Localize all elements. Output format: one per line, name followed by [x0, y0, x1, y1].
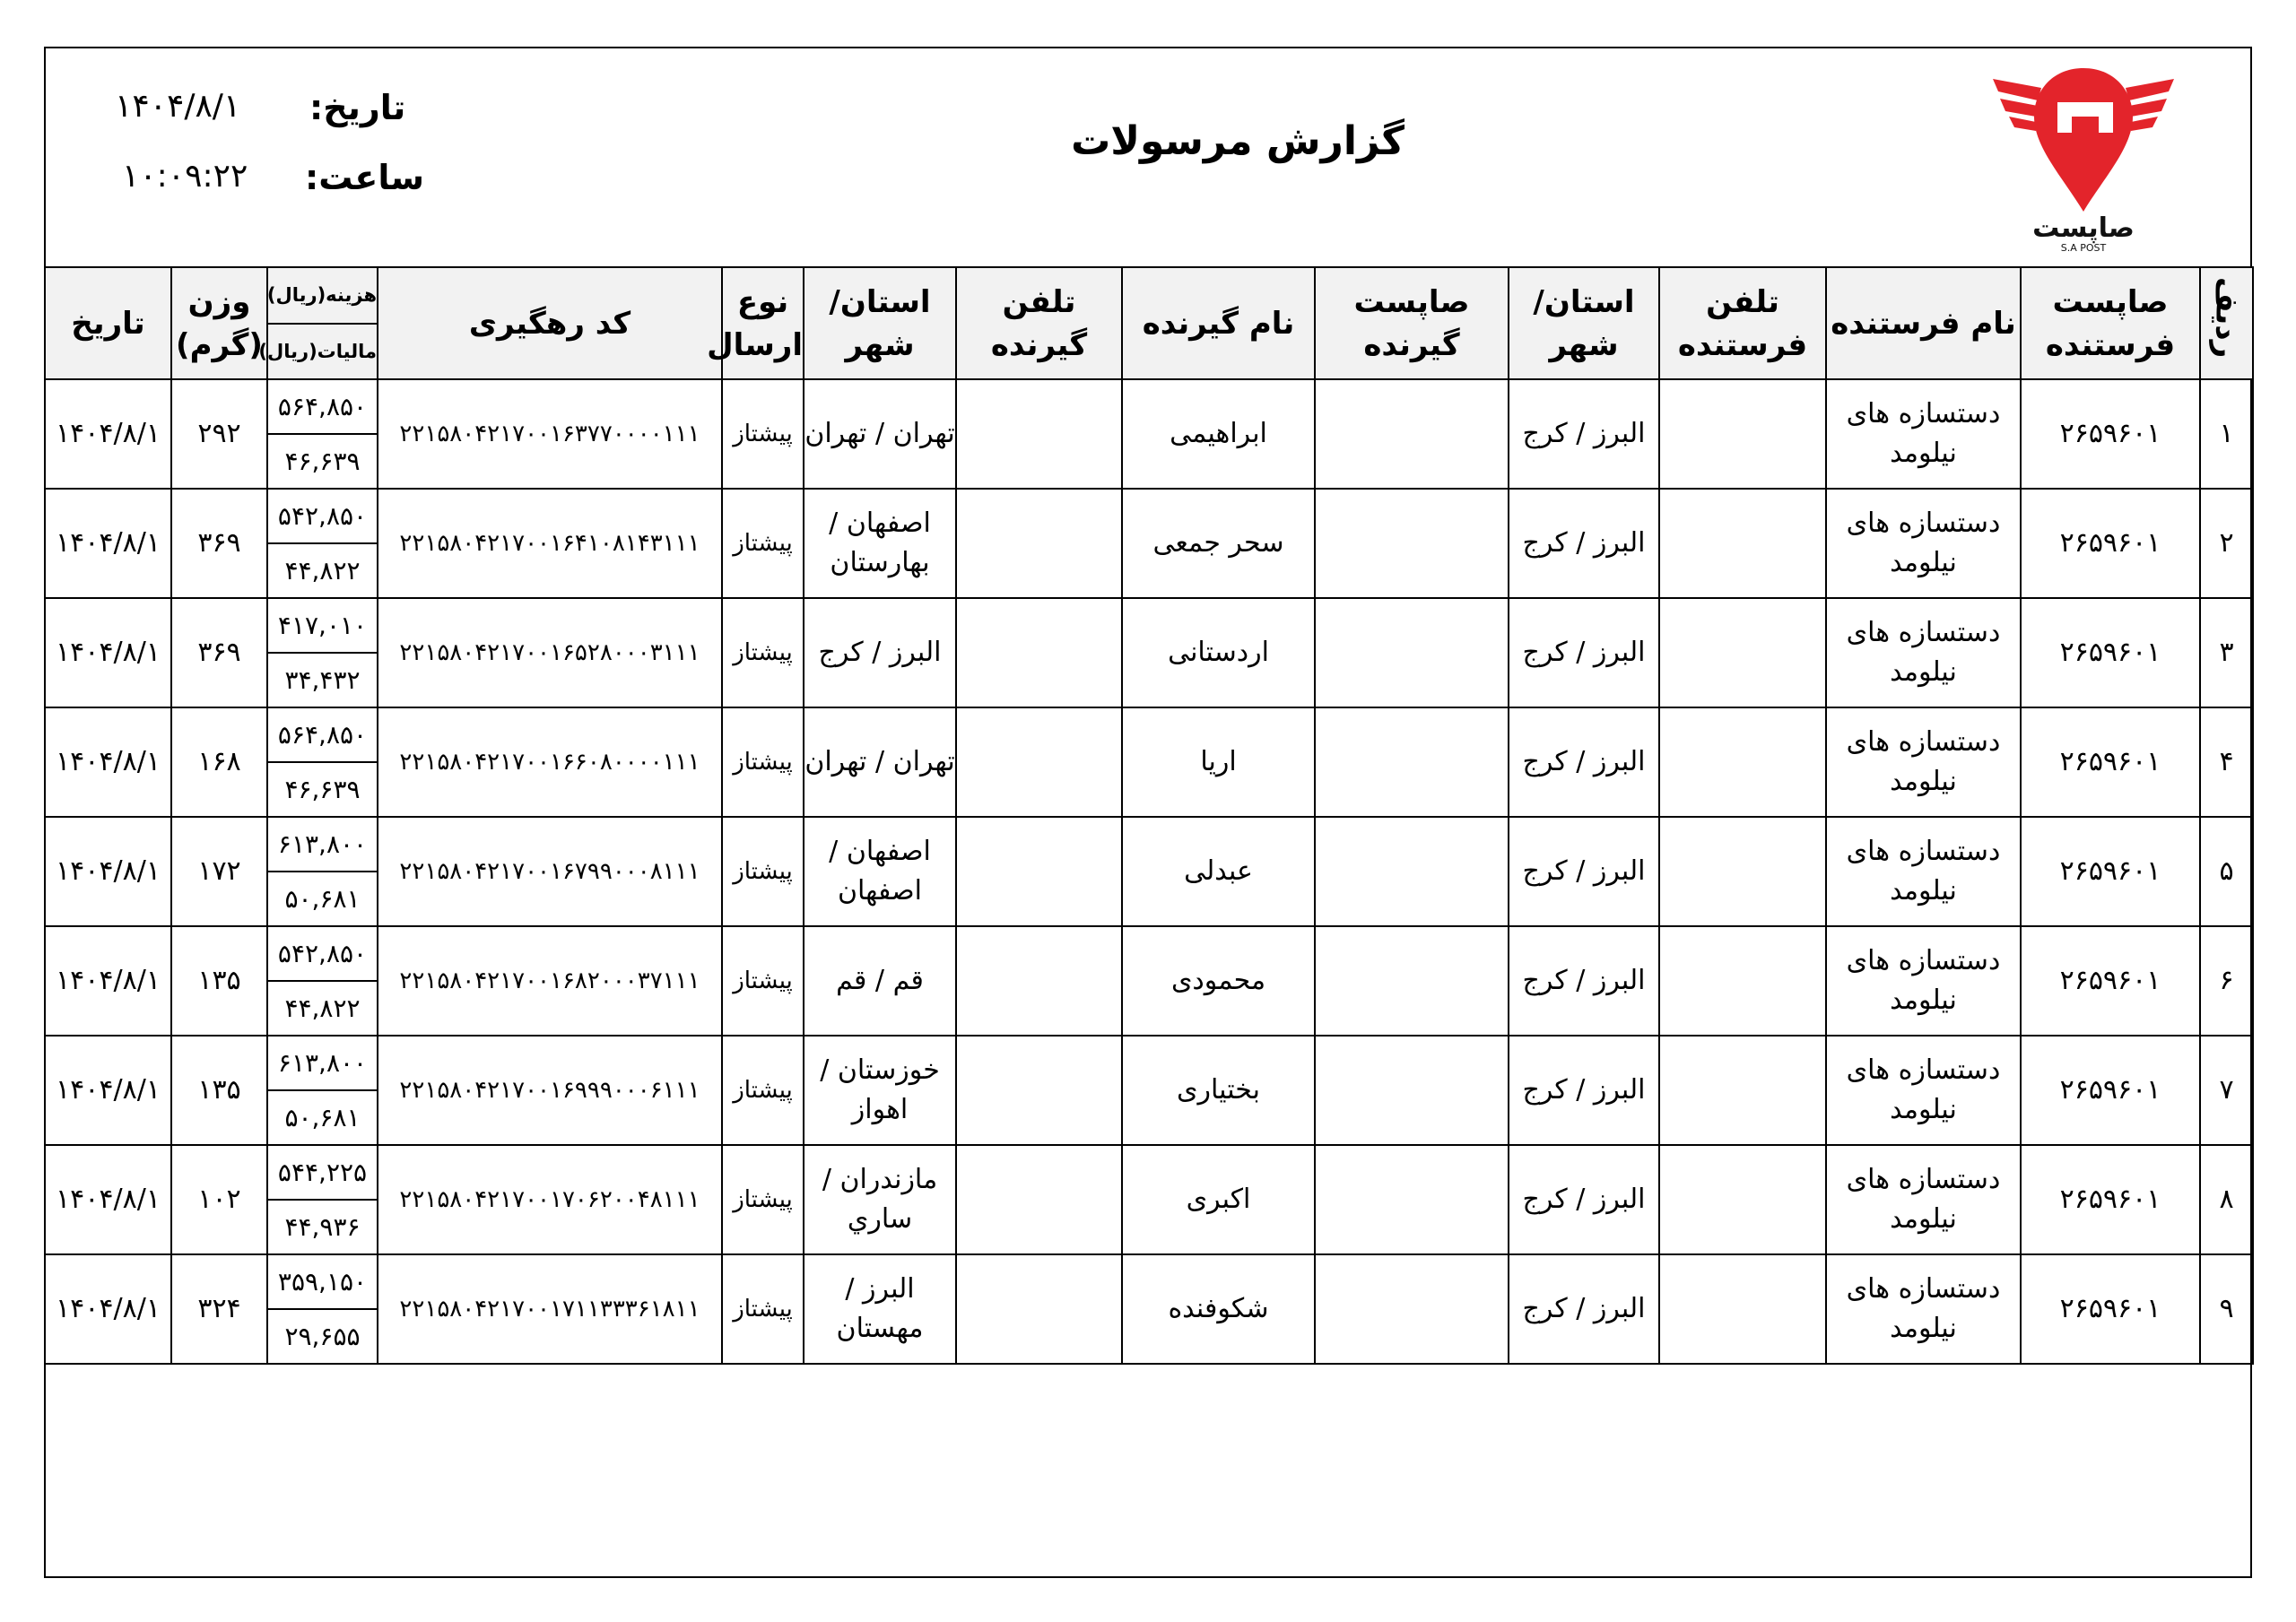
- cell-weight: ۳۲۴: [171, 1254, 267, 1364]
- cell-sender-sapost: ۲۶۵۹۶۰۱: [2021, 1036, 2200, 1145]
- cell-tracking: ۲۲۱۵۸۰۴۲۱۷۰۰۱۶۹۹۹۰۰۰۶۱۱۱: [378, 1036, 722, 1145]
- cell-receiver-city: مازندران / ساري: [804, 1145, 956, 1254]
- cell-cost: ۵۴۲,۸۵۰: [267, 489, 378, 543]
- sapost-logo: [1989, 61, 2178, 254]
- logo-subtext: S.A POST: [2060, 242, 2107, 254]
- cell-tracking: ۲۲۱۵۸۰۴۲۱۷۰۰۱۷۱۱۳۳۳۶۱۸۱۱: [378, 1254, 722, 1364]
- cell-sender-sapost: ۲۶۵۹۶۰۱: [2021, 379, 2200, 489]
- col-receiver-city: استان/ شهر: [804, 267, 956, 379]
- col-receiver-name: نام گیرنده: [1122, 267, 1315, 379]
- cell-sender-sapost: ۲۶۵۹۶۰۱: [2021, 1254, 2200, 1364]
- cell-sender-phone: [1659, 1036, 1826, 1145]
- cell-sender-sapost: ۲۶۵۹۶۰۱: [2021, 817, 2200, 926]
- cell-tax: ۴۶,۶۳۹: [267, 434, 378, 489]
- cell-receiver-phone: [956, 926, 1122, 1036]
- cell-receiver-name: بختیاری: [1122, 1036, 1315, 1145]
- col-sender-phone: تلفن فرستنده: [1659, 267, 1826, 379]
- cell-receiver-city: تهران / تهران: [804, 707, 956, 817]
- cell-sender-phone: [1659, 598, 1826, 707]
- cell-sender-city: البرز / کرج: [1509, 1145, 1659, 1254]
- cell-weight: ۲۹۲: [171, 379, 267, 489]
- cell-receiver-name: سحر جمعی: [1122, 489, 1315, 598]
- cell-sender-sapost: ۲۶۵۹۶۰۱: [2021, 598, 2200, 707]
- cell-row: ۲: [2200, 489, 2253, 598]
- cell-sender-city: البرز / کرج: [1509, 817, 1659, 926]
- cell-cost: ۵۶۴,۸۵۰: [267, 707, 378, 762]
- cell-receiver-sapost: [1315, 598, 1509, 707]
- cell-receiver-city: اصفهان / بهارستان: [804, 489, 956, 598]
- table-row: [45, 707, 2253, 762]
- cell-receiver-phone: [956, 1254, 1122, 1364]
- cell-receiver-name: محمودی: [1122, 926, 1315, 1036]
- cell-receiver-sapost: [1315, 489, 1509, 598]
- cell-weight: ۱۶۸: [171, 707, 267, 817]
- cell-receiver-city: خوزستان / اهواز: [804, 1036, 956, 1145]
- cell-date: ۱۴۰۴/۸/۱: [45, 1254, 171, 1364]
- cell-sender-sapost: ۲۶۵۹۶۰۱: [2021, 707, 2200, 817]
- cell-sender-name: دستسازه های نیلومد: [1826, 817, 2021, 926]
- col-weight: وزن (گرم): [171, 267, 267, 379]
- col-sender-sapost: صاپست فرستنده: [2021, 267, 2200, 379]
- cell-receiver-phone: [956, 379, 1122, 489]
- cell-cost: ۳۵۹,۱۵۰: [267, 1254, 378, 1309]
- cell-tracking: ۲۲۱۵۸۰۴۲۱۷۰۰۱۶۷۹۹۰۰۰۸۱۱۱: [378, 817, 722, 926]
- cell-cost: ۶۱۳,۸۰۰: [267, 1036, 378, 1090]
- cell-cost: ۵۶۴,۸۵۰: [267, 379, 378, 434]
- col-cost: هزینه(ریال): [267, 267, 378, 324]
- cell-receiver-name: اکبری: [1122, 1145, 1315, 1254]
- cell-sender-city: البرز / کرج: [1509, 598, 1659, 707]
- cell-weight: ۳۶۹: [171, 598, 267, 707]
- cell-tracking: ۲۲۱۵۸۰۴۲۱۷۰۰۱۷۰۶۲۰۰۴۸۱۱۱: [378, 1145, 722, 1254]
- cell-receiver-sapost: [1315, 707, 1509, 817]
- cell-sender-name: دستسازه های نیلومد: [1826, 598, 2021, 707]
- cell-weight: ۱۳۵: [171, 926, 267, 1036]
- col-sender-name: نام فرستنده: [1826, 267, 2021, 379]
- cell-tax: ۲۹,۶۵۵: [267, 1309, 378, 1364]
- cell-date: ۱۴۰۴/۸/۱: [45, 707, 171, 817]
- cell-sender-name: دستسازه های نیلومد: [1826, 707, 2021, 817]
- table-row: [45, 489, 2253, 543]
- cell-cost: ۵۴۲,۸۵۰: [267, 926, 378, 981]
- cell-sender-phone: [1659, 926, 1826, 1036]
- cell-receiver-sapost: [1315, 926, 1509, 1036]
- cell-row: ۶: [2200, 926, 2253, 1036]
- cell-row: ۷: [2200, 1036, 2253, 1145]
- cell-receiver-phone: [956, 489, 1122, 598]
- col-row: ردیف: [2200, 267, 2253, 379]
- col-receiver-sapost: صاپست گیرنده: [1315, 267, 1509, 379]
- cell-row: ۱: [2200, 379, 2253, 489]
- cell-sender-city: البرز / کرج: [1509, 707, 1659, 817]
- cell-receiver-city: قم / قم: [804, 926, 956, 1036]
- cell-send-type: پیشتاز: [722, 1145, 804, 1254]
- cell-row: ۳: [2200, 598, 2253, 707]
- cell-receiver-sapost: [1315, 817, 1509, 926]
- cell-weight: ۱۰۲: [171, 1145, 267, 1254]
- cell-date: ۱۴۰۴/۸/۱: [45, 1036, 171, 1145]
- cell-tax: ۵۰,۶۸۱: [267, 1090, 378, 1145]
- cell-send-type: پیشتاز: [722, 598, 804, 707]
- cell-receiver-name: اریا: [1122, 707, 1315, 817]
- time-label: ساعت:: [305, 158, 425, 197]
- cell-date: ۱۴۰۴/۸/۱: [45, 1145, 171, 1254]
- table-body: [45, 379, 2253, 1364]
- cell-sender-phone: [1659, 1145, 1826, 1254]
- cell-tax: ۴۴,۹۳۶: [267, 1200, 378, 1254]
- cell-receiver-phone: [956, 598, 1122, 707]
- date-value: ۱۴۰۴/۸/۱: [115, 88, 241, 125]
- cell-tax: ۴۶,۶۳۹: [267, 762, 378, 817]
- date-label: تاریخ:: [309, 88, 406, 127]
- cell-receiver-phone: [956, 1036, 1122, 1145]
- cell-sender-name: دستسازه های نیلومد: [1826, 489, 2021, 598]
- cell-sender-phone: [1659, 489, 1826, 598]
- cell-date: ۱۴۰۴/۸/۱: [45, 379, 171, 489]
- col-date: تاریخ: [45, 267, 171, 379]
- cell-receiver-sapost: [1315, 1145, 1509, 1254]
- cell-cost: ۵۴۴,۲۲۵: [267, 1145, 378, 1200]
- table-row: [45, 598, 2253, 653]
- cell-sender-phone: [1659, 817, 1826, 926]
- cell-send-type: پیشتاز: [722, 926, 804, 1036]
- cell-receiver-phone: [956, 707, 1122, 817]
- cell-tax: ۴۴,۸۲۲: [267, 981, 378, 1036]
- cell-sender-city: البرز / کرج: [1509, 379, 1659, 489]
- cell-date: ۱۴۰۴/۸/۱: [45, 489, 171, 598]
- cell-sender-sapost: ۲۶۵۹۶۰۱: [2021, 489, 2200, 598]
- cell-date: ۱۴۰۴/۸/۱: [45, 817, 171, 926]
- cell-weight: ۳۶۹: [171, 489, 267, 598]
- cell-cost: ۴۱۷,۰۱۰: [267, 598, 378, 653]
- cell-receiver-city: اصفهان / اصفهان: [804, 817, 956, 926]
- cell-send-type: پیشتاز: [722, 489, 804, 598]
- col-receiver-phone: تلفن گیرنده: [956, 267, 1122, 379]
- shipments-table: [44, 266, 2254, 1365]
- cell-receiver-sapost: [1315, 1254, 1509, 1364]
- cell-sender-sapost: ۲۶۵۹۶۰۱: [2021, 926, 2200, 1036]
- col-send-type: نوع ارسال: [722, 267, 804, 379]
- cell-receiver-name: اردستانی: [1122, 598, 1315, 707]
- table-row: [45, 926, 2253, 981]
- cell-receiver-name: ابراهیمی: [1122, 379, 1315, 489]
- cell-receiver-phone: [956, 1145, 1122, 1254]
- cell-sender-city: البرز / کرج: [1509, 926, 1659, 1036]
- cell-receiver-phone: [956, 817, 1122, 926]
- cell-date: ۱۴۰۴/۸/۱: [45, 598, 171, 707]
- cell-tracking: ۲۲۱۵۸۰۴۲۱۷۰۰۱۶۶۰۸۰۰۰۰۱۱۱: [378, 707, 722, 817]
- cell-receiver-city: تهران / تهران: [804, 379, 956, 489]
- logo-text: صاپست: [2032, 213, 2135, 244]
- col-tracking: کد رهگیری: [378, 267, 722, 379]
- cell-tracking: ۲۲۱۵۸۰۴۲۱۷۰۰۱۶۸۲۰۰۰۳۷۱۱۱: [378, 926, 722, 1036]
- cell-sender-phone: [1659, 707, 1826, 817]
- cell-send-type: پیشتاز: [722, 379, 804, 489]
- cell-date: ۱۴۰۴/۸/۱: [45, 926, 171, 1036]
- col-tax: مالیات(ریال): [267, 324, 378, 380]
- table-row: [45, 1145, 2253, 1200]
- cell-receiver-city: البرز / مهستان: [804, 1254, 956, 1364]
- cell-send-type: پیشتاز: [722, 1254, 804, 1364]
- cell-sender-city: البرز / کرج: [1509, 1254, 1659, 1364]
- cell-sender-sapost: ۲۶۵۹۶۰۱: [2021, 1145, 2200, 1254]
- cell-send-type: پیشتاز: [722, 1036, 804, 1145]
- cell-sender-city: البرز / کرج: [1509, 1036, 1659, 1145]
- time-value: ۱۰:۰۹:۲۲: [122, 158, 248, 195]
- cell-sender-city: البرز / کرج: [1509, 489, 1659, 598]
- cell-send-type: پیشتاز: [722, 707, 804, 817]
- header-row-top: [45, 267, 2253, 324]
- table-row: [45, 817, 2253, 872]
- cell-sender-name: دستسازه های نیلومد: [1826, 1145, 2021, 1254]
- cell-sender-phone: [1659, 379, 1826, 489]
- table-row: [45, 1036, 2253, 1090]
- cell-send-type: پیشتاز: [722, 817, 804, 926]
- cell-sender-name: دستسازه های نیلومد: [1826, 1254, 2021, 1364]
- cell-row: ۵: [2200, 817, 2253, 926]
- cell-tracking: ۲۲۱۵۸۰۴۲۱۷۰۰۱۶۳۷۷۰۰۰۰۱۱۱: [378, 379, 722, 489]
- report-title: گزارش مرسولات: [1071, 118, 1405, 164]
- cell-row: ۹: [2200, 1254, 2253, 1364]
- cell-receiver-sapost: [1315, 379, 1509, 489]
- cell-weight: ۱۳۵: [171, 1036, 267, 1145]
- cell-receiver-name: شکوفنده: [1122, 1254, 1315, 1364]
- cell-sender-name: دستسازه های نیلومد: [1826, 1036, 2021, 1145]
- cell-tracking: ۲۲۱۵۸۰۴۲۱۷۰۰۱۶۵۲۸۰۰۰۳۱۱۱: [378, 598, 722, 707]
- table-row: [45, 379, 2253, 434]
- cell-sender-phone: [1659, 1254, 1826, 1364]
- table-row: [45, 1254, 2253, 1309]
- cell-weight: ۱۷۲: [171, 817, 267, 926]
- cell-sender-name: دستسازه های نیلومد: [1826, 379, 2021, 489]
- cell-tax: ۵۰,۶۸۱: [267, 872, 378, 926]
- cell-tax: ۳۴,۴۳۲: [267, 653, 378, 707]
- cell-row: ۸: [2200, 1145, 2253, 1254]
- cell-row: ۴: [2200, 707, 2253, 817]
- col-sender-city: استان/ شهر: [1509, 267, 1659, 379]
- cell-tax: ۴۴,۸۲۲: [267, 543, 378, 598]
- cell-tracking: ۲۲۱۵۸۰۴۲۱۷۰۰۱۶۴۱۰۸۱۴۳۱۱۱: [378, 489, 722, 598]
- cell-cost: ۶۱۳,۸۰۰: [267, 817, 378, 872]
- pin-icon: [2034, 68, 2133, 212]
- cell-receiver-city: البرز / کرج: [804, 598, 956, 707]
- cell-receiver-name: عبدلی: [1122, 817, 1315, 926]
- cell-sender-name: دستسازه های نیلومد: [1826, 926, 2021, 1036]
- cell-receiver-sapost: [1315, 1036, 1509, 1145]
